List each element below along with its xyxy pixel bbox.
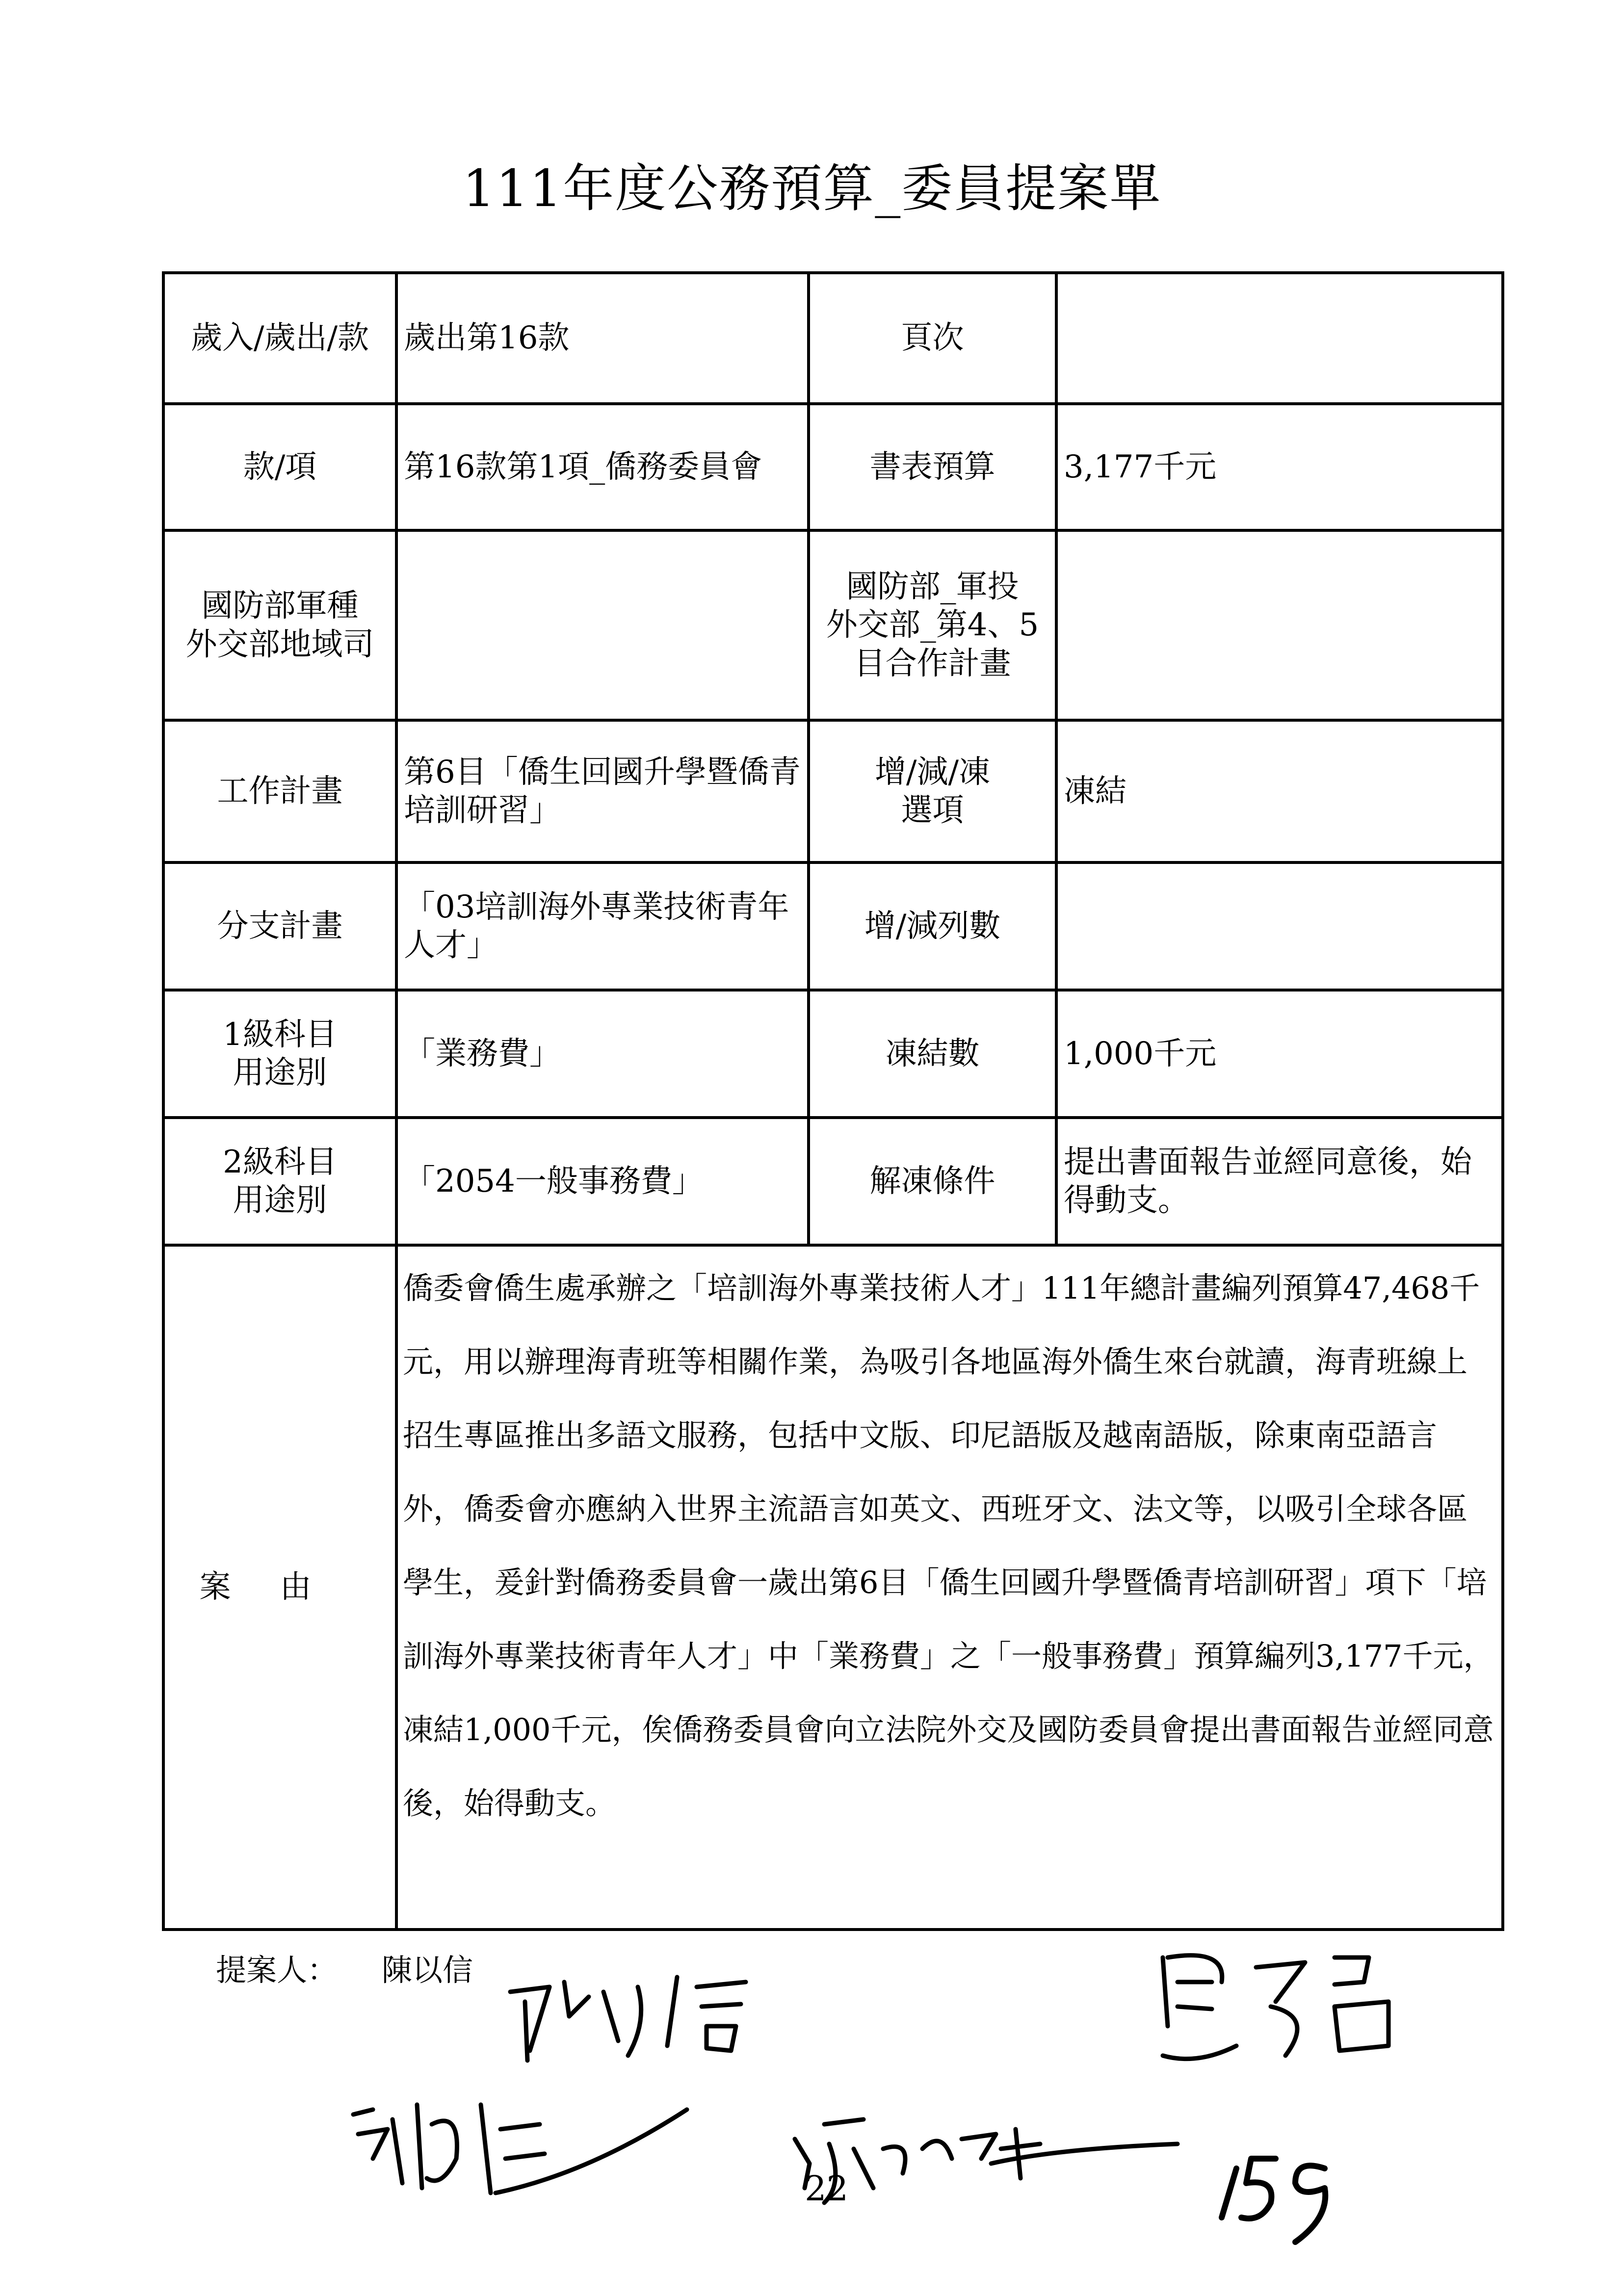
field-label: 國防部_軍投 外交部_第4、5 目合作計畫 xyxy=(809,530,1056,720)
field-value xyxy=(1056,862,1503,990)
form-body xyxy=(162,271,1501,1989)
field-value: 提出書面報告並經同意後，始得動支。 xyxy=(1056,1118,1503,1245)
proposer-label: 提案人： xyxy=(216,1952,338,1988)
reason-label-text: 案由 xyxy=(199,1569,361,1606)
reason-label xyxy=(163,1245,396,1930)
proposer-name: 陳以信 xyxy=(382,1952,473,1988)
field-value xyxy=(1056,273,1503,404)
field-value xyxy=(396,530,809,720)
signature-1 xyxy=(510,1977,746,2061)
field-label: 工作計畫 xyxy=(163,720,396,862)
signature-4 xyxy=(795,2119,1178,2203)
field-label: 款/項 xyxy=(163,404,396,530)
field-value: 第16款第1項_僑務委員會 xyxy=(396,404,809,530)
field-value: 凍結 xyxy=(1056,720,1503,862)
field-label: 頁次 xyxy=(809,273,1056,404)
signature-3 xyxy=(353,2105,687,2193)
form-row xyxy=(163,862,1503,990)
field-label: 增/減列數 xyxy=(809,862,1056,990)
field-value: 第6目「僑生回國升學暨僑青培訓研習」 xyxy=(396,720,809,862)
field-value xyxy=(1056,530,1503,720)
field-value: 「03培訓海外專業技術青年人才」 xyxy=(396,862,809,990)
field-label: 歲入/歲出/款 xyxy=(163,273,396,404)
field-label: 書表預算 xyxy=(809,404,1056,530)
proposer-line xyxy=(162,1946,1501,1989)
field-value: 3,177千元 xyxy=(1056,404,1503,530)
field-label: 國防部軍種 外交部地域司 xyxy=(163,530,396,720)
handwritten-number-159 xyxy=(1222,2159,1325,2242)
field-label: 2級科目 用途別 xyxy=(163,1118,396,1245)
reason-row xyxy=(163,1245,1503,1930)
field-label: 1級科目 用途別 xyxy=(163,990,396,1118)
field-label: 分支計畫 xyxy=(163,862,396,990)
form-row xyxy=(163,1118,1503,1245)
field-label: 解凍條件 xyxy=(809,1118,1056,1245)
form-row xyxy=(163,273,1503,404)
form-row xyxy=(163,720,1503,862)
form-row xyxy=(163,990,1503,1118)
field-value: 「2054一般事務費」 xyxy=(396,1118,809,1245)
form-row xyxy=(163,530,1503,720)
proposal-form-table xyxy=(162,271,1504,1931)
form-row xyxy=(163,404,1503,530)
document-title: 111年度公務預算_委員提案單 xyxy=(462,158,1162,218)
field-value: 1,000千元 xyxy=(1056,990,1503,1118)
page-number: 22 xyxy=(805,2168,849,2209)
reason-text: 僑委會僑生處承辦之「培訓海外專業技術人才」111年總計畫編列預算47,468千元，用以辦理海青班等相關作業，為吸引各地區海外僑生來台就讀，海青班線上招生專區推出多語文服務，包括中文版、印尼語版及越南語版，除東南亞語言外，僑委會亦應納入世界主流語言如英文、西班牙文、法文等，以吸引全球各區學生，爰針對僑務委員會一歲出第6目「僑生回國升學暨僑青培訓研習」項下「培訓海外專業技術青年人才」中「業務費」之「一般事務費」預算編列3,177千元，凍結1,000千元，俟僑務委員會向立法院外交及國防委員會提出書面報告並經同意後，始得動支。 xyxy=(396,1245,1503,1930)
field-label: 凍結數 xyxy=(809,990,1056,1118)
field-label: 增/減/凍 選項 xyxy=(809,720,1056,862)
field-value: 「業務費」 xyxy=(396,990,809,1118)
field-value: 歲出第16款 xyxy=(396,273,809,404)
